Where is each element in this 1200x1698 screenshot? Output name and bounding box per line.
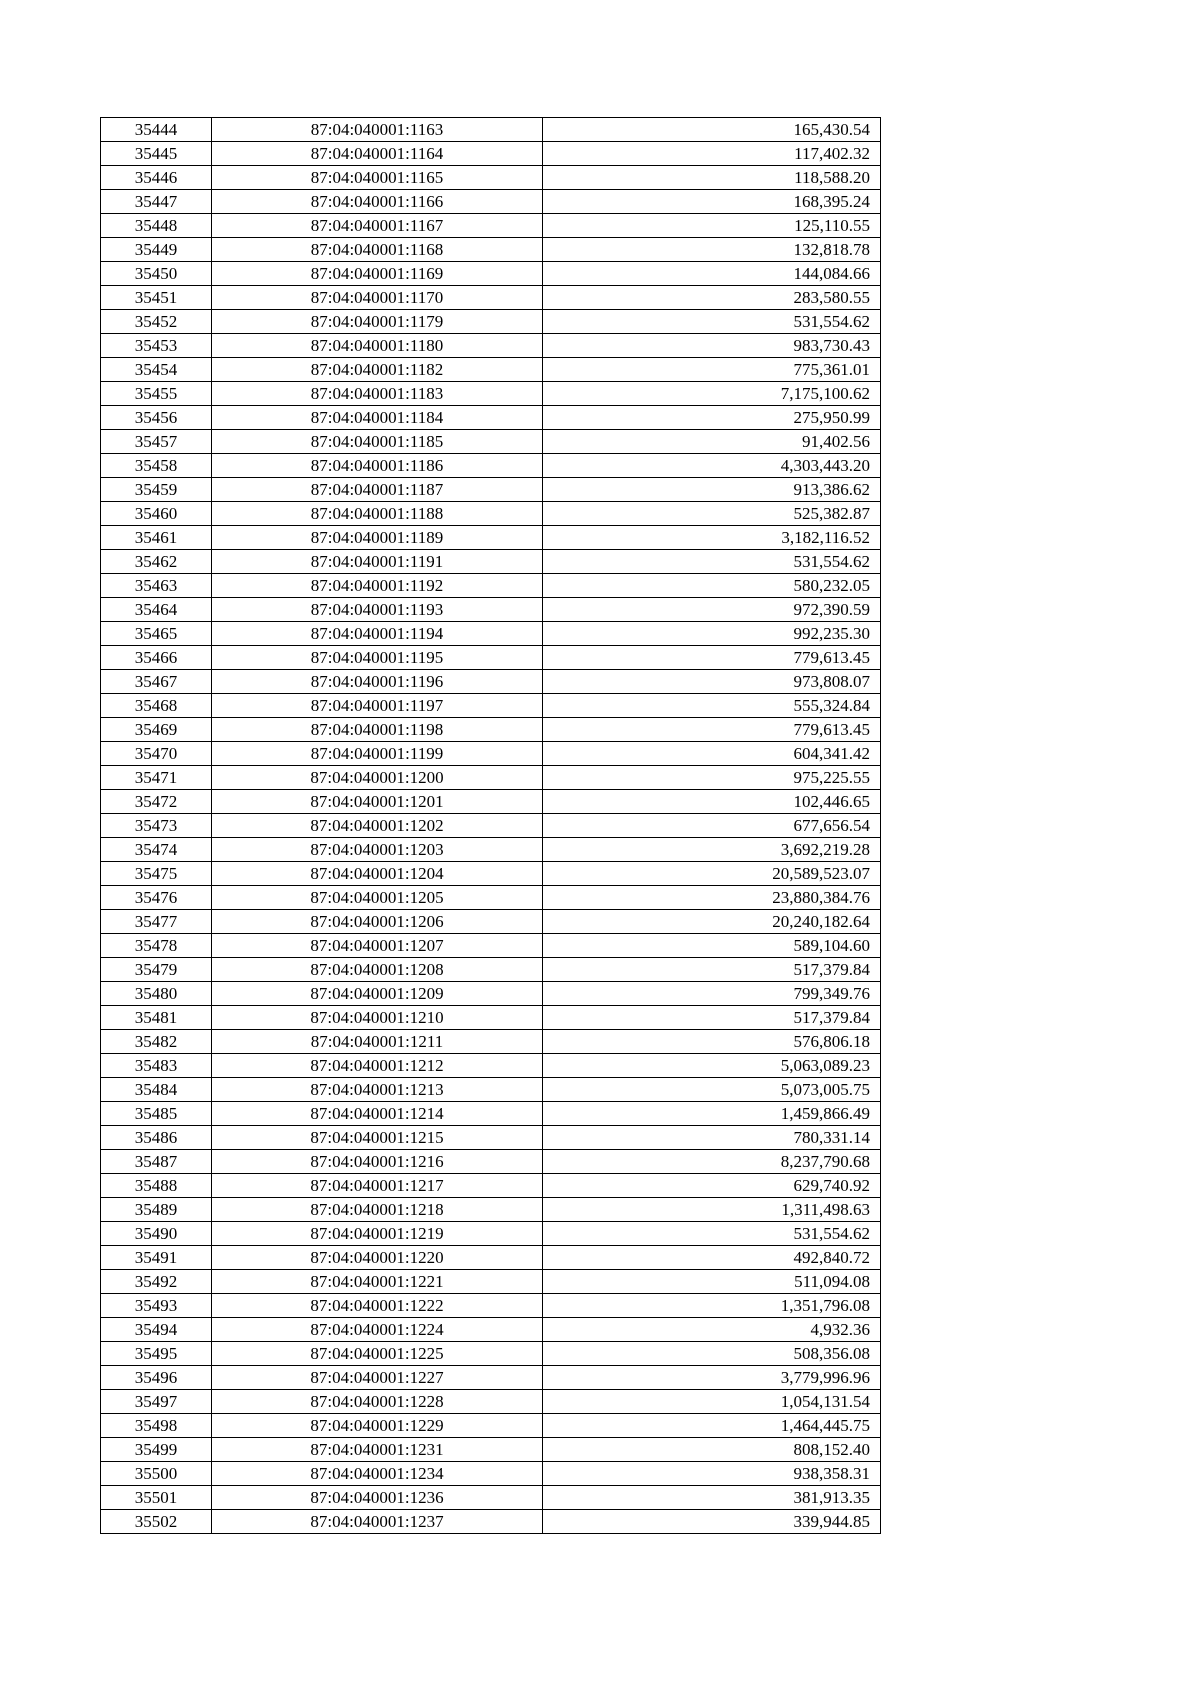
value-cell: 808,152.40 [543, 1438, 881, 1462]
table-row [101, 814, 881, 838]
value-cell: 1,054,131.54 [543, 1390, 881, 1414]
table-row [101, 310, 881, 334]
row-number-cell: 35482 [101, 1030, 212, 1054]
value-cell: 508,356.08 [543, 1342, 881, 1366]
table-row [101, 1390, 881, 1414]
cadastral-number-cell: 87:04:040001:1191 [212, 550, 543, 574]
table-row [101, 862, 881, 886]
row-number-cell: 35455 [101, 382, 212, 406]
row-number-cell: 35474 [101, 838, 212, 862]
table-row [101, 1222, 881, 1246]
cadastral-number-cell: 87:04:040001:1229 [212, 1414, 543, 1438]
value-cell: 975,225.55 [543, 766, 881, 790]
table-row [101, 1126, 881, 1150]
cadastral-number-cell: 87:04:040001:1189 [212, 526, 543, 550]
row-number-cell: 35502 [101, 1510, 212, 1534]
cadastral-number-cell: 87:04:040001:1219 [212, 1222, 543, 1246]
cadastral-number-cell: 87:04:040001:1212 [212, 1054, 543, 1078]
cadastral-number-cell: 87:04:040001:1179 [212, 310, 543, 334]
table-row [101, 598, 881, 622]
row-number-cell: 35481 [101, 1006, 212, 1030]
cadastral-number-cell: 87:04:040001:1185 [212, 430, 543, 454]
row-number-cell: 35450 [101, 262, 212, 286]
cadastral-number-cell: 87:04:040001:1214 [212, 1102, 543, 1126]
table-row [101, 1102, 881, 1126]
cadastral-number-cell: 87:04:040001:1228 [212, 1390, 543, 1414]
cadastral-number-cell: 87:04:040001:1180 [212, 334, 543, 358]
value-cell: 531,554.62 [543, 1222, 881, 1246]
value-cell: 20,240,182.64 [543, 910, 881, 934]
value-cell: 1,351,796.08 [543, 1294, 881, 1318]
value-cell: 144,084.66 [543, 262, 881, 286]
row-number-cell: 35470 [101, 742, 212, 766]
value-cell: 1,459,866.49 [543, 1102, 881, 1126]
table-row [101, 478, 881, 502]
table-row [101, 1486, 881, 1510]
value-cell: 677,656.54 [543, 814, 881, 838]
value-cell: 165,430.54 [543, 118, 881, 142]
row-number-cell: 35500 [101, 1462, 212, 1486]
row-number-cell: 35499 [101, 1438, 212, 1462]
value-cell: 580,232.05 [543, 574, 881, 598]
table-row [101, 166, 881, 190]
cadastral-number-cell: 87:04:040001:1200 [212, 766, 543, 790]
row-number-cell: 35472 [101, 790, 212, 814]
table-row [101, 262, 881, 286]
table-row [101, 382, 881, 406]
table-row [101, 1414, 881, 1438]
table-row [101, 526, 881, 550]
value-cell: 629,740.92 [543, 1174, 881, 1198]
row-number-cell: 35480 [101, 982, 212, 1006]
value-cell: 531,554.62 [543, 550, 881, 574]
cadastral-number-cell: 87:04:040001:1192 [212, 574, 543, 598]
table-row [101, 358, 881, 382]
row-number-cell: 35465 [101, 622, 212, 646]
cadastral-number-cell: 87:04:040001:1186 [212, 454, 543, 478]
table-row [101, 334, 881, 358]
row-number-cell: 35487 [101, 1150, 212, 1174]
cadastral-number-cell: 87:04:040001:1227 [212, 1366, 543, 1390]
value-cell: 511,094.08 [543, 1270, 881, 1294]
value-cell: 1,464,445.75 [543, 1414, 881, 1438]
cadastral-number-cell: 87:04:040001:1213 [212, 1078, 543, 1102]
row-number-cell: 35486 [101, 1126, 212, 1150]
table-row [101, 910, 881, 934]
row-number-cell: 35464 [101, 598, 212, 622]
row-number-cell: 35458 [101, 454, 212, 478]
cadastral-number-cell: 87:04:040001:1188 [212, 502, 543, 526]
row-number-cell: 35491 [101, 1246, 212, 1270]
row-number-cell: 35483 [101, 1054, 212, 1078]
value-cell: 992,235.30 [543, 622, 881, 646]
table-row [101, 694, 881, 718]
value-cell: 972,390.59 [543, 598, 881, 622]
table-row [101, 670, 881, 694]
row-number-cell: 35477 [101, 910, 212, 934]
row-number-cell: 35445 [101, 142, 212, 166]
value-cell: 132,818.78 [543, 238, 881, 262]
data-table [100, 117, 881, 1534]
row-number-cell: 35452 [101, 310, 212, 334]
value-cell: 23,880,384.76 [543, 886, 881, 910]
row-number-cell: 35475 [101, 862, 212, 886]
value-cell: 5,063,089.23 [543, 1054, 881, 1078]
cadastral-number-cell: 87:04:040001:1236 [212, 1486, 543, 1510]
row-number-cell: 35466 [101, 646, 212, 670]
table-body [101, 118, 881, 1534]
cadastral-number-cell: 87:04:040001:1166 [212, 190, 543, 214]
table-row [101, 286, 881, 310]
table-row [101, 1150, 881, 1174]
value-cell: 102,446.65 [543, 790, 881, 814]
cadastral-number-cell: 87:04:040001:1201 [212, 790, 543, 814]
cadastral-number-cell: 87:04:040001:1202 [212, 814, 543, 838]
row-number-cell: 35476 [101, 886, 212, 910]
table-row [101, 502, 881, 526]
table-row [101, 118, 881, 142]
table-row [101, 574, 881, 598]
cadastral-number-cell: 87:04:040001:1203 [212, 838, 543, 862]
cadastral-number-cell: 87:04:040001:1196 [212, 670, 543, 694]
table-row [101, 958, 881, 982]
cadastral-number-cell: 87:04:040001:1234 [212, 1462, 543, 1486]
table-row [101, 214, 881, 238]
table-row [101, 430, 881, 454]
cadastral-number-cell: 87:04:040001:1170 [212, 286, 543, 310]
value-cell: 780,331.14 [543, 1126, 881, 1150]
table-row [101, 1318, 881, 1342]
table-row [101, 406, 881, 430]
cadastral-number-cell: 87:04:040001:1210 [212, 1006, 543, 1030]
cadastral-number-cell: 87:04:040001:1218 [212, 1198, 543, 1222]
row-number-cell: 35468 [101, 694, 212, 718]
row-number-cell: 35484 [101, 1078, 212, 1102]
cadastral-number-cell: 87:04:040001:1231 [212, 1438, 543, 1462]
value-cell: 775,361.01 [543, 358, 881, 382]
row-number-cell: 35501 [101, 1486, 212, 1510]
table-row [101, 1510, 881, 1534]
value-cell: 168,395.24 [543, 190, 881, 214]
row-number-cell: 35497 [101, 1390, 212, 1414]
value-cell: 555,324.84 [543, 694, 881, 718]
row-number-cell: 35459 [101, 478, 212, 502]
value-cell: 3,692,219.28 [543, 838, 881, 862]
cadastral-number-cell: 87:04:040001:1224 [212, 1318, 543, 1342]
row-number-cell: 35473 [101, 814, 212, 838]
row-number-cell: 35495 [101, 1342, 212, 1366]
cadastral-number-cell: 87:04:040001:1225 [212, 1342, 543, 1366]
row-number-cell: 35488 [101, 1174, 212, 1198]
table-row [101, 718, 881, 742]
cadastral-number-cell: 87:04:040001:1222 [212, 1294, 543, 1318]
table-row [101, 1270, 881, 1294]
value-cell: 973,808.07 [543, 670, 881, 694]
table-row [101, 1246, 881, 1270]
row-number-cell: 35492 [101, 1270, 212, 1294]
value-cell: 125,110.55 [543, 214, 881, 238]
table-row [101, 1438, 881, 1462]
cadastral-number-cell: 87:04:040001:1164 [212, 142, 543, 166]
row-number-cell: 35493 [101, 1294, 212, 1318]
row-number-cell: 35485 [101, 1102, 212, 1126]
cadastral-number-cell: 87:04:040001:1195 [212, 646, 543, 670]
cadastral-number-cell: 87:04:040001:1221 [212, 1270, 543, 1294]
row-number-cell: 35461 [101, 526, 212, 550]
cadastral-number-cell: 87:04:040001:1208 [212, 958, 543, 982]
value-cell: 4,932.36 [543, 1318, 881, 1342]
table-row [101, 742, 881, 766]
table-row [101, 766, 881, 790]
cadastral-number-cell: 87:04:040001:1165 [212, 166, 543, 190]
value-cell: 531,554.62 [543, 310, 881, 334]
table-row [101, 1174, 881, 1198]
row-number-cell: 35444 [101, 118, 212, 142]
value-cell: 283,580.55 [543, 286, 881, 310]
cadastral-number-cell: 87:04:040001:1217 [212, 1174, 543, 1198]
table-row [101, 838, 881, 862]
value-cell: 118,588.20 [543, 166, 881, 190]
cadastral-number-cell: 87:04:040001:1216 [212, 1150, 543, 1174]
table-row [101, 454, 881, 478]
cadastral-number-cell: 87:04:040001:1168 [212, 238, 543, 262]
value-cell: 381,913.35 [543, 1486, 881, 1510]
row-number-cell: 35456 [101, 406, 212, 430]
value-cell: 339,944.85 [543, 1510, 881, 1534]
table-row [101, 886, 881, 910]
table-row [101, 238, 881, 262]
row-number-cell: 35479 [101, 958, 212, 982]
cadastral-number-cell: 87:04:040001:1205 [212, 886, 543, 910]
cadastral-number-cell: 87:04:040001:1220 [212, 1246, 543, 1270]
row-number-cell: 35462 [101, 550, 212, 574]
row-number-cell: 35451 [101, 286, 212, 310]
value-cell: 275,950.99 [543, 406, 881, 430]
table-row [101, 646, 881, 670]
cadastral-number-cell: 87:04:040001:1211 [212, 1030, 543, 1054]
value-cell: 589,104.60 [543, 934, 881, 958]
cadastral-number-cell: 87:04:040001:1167 [212, 214, 543, 238]
cadastral-number-cell: 87:04:040001:1198 [212, 718, 543, 742]
row-number-cell: 35478 [101, 934, 212, 958]
cadastral-number-cell: 87:04:040001:1169 [212, 262, 543, 286]
row-number-cell: 35460 [101, 502, 212, 526]
cadastral-number-cell: 87:04:040001:1206 [212, 910, 543, 934]
value-cell: 8,237,790.68 [543, 1150, 881, 1174]
row-number-cell: 35469 [101, 718, 212, 742]
value-cell: 525,382.87 [543, 502, 881, 526]
table-row [101, 622, 881, 646]
row-number-cell: 35453 [101, 334, 212, 358]
value-cell: 799,349.76 [543, 982, 881, 1006]
row-number-cell: 35457 [101, 430, 212, 454]
value-cell: 779,613.45 [543, 646, 881, 670]
cadastral-number-cell: 87:04:040001:1163 [212, 118, 543, 142]
cadastral-number-cell: 87:04:040001:1182 [212, 358, 543, 382]
value-cell: 3,779,996.96 [543, 1366, 881, 1390]
row-number-cell: 35447 [101, 190, 212, 214]
value-cell: 117,402.32 [543, 142, 881, 166]
cadastral-number-cell: 87:04:040001:1183 [212, 382, 543, 406]
table-row [101, 550, 881, 574]
cadastral-number-cell: 87:04:040001:1187 [212, 478, 543, 502]
value-cell: 517,379.84 [543, 958, 881, 982]
table-row [101, 1366, 881, 1390]
row-number-cell: 35496 [101, 1366, 212, 1390]
cadastral-number-cell: 87:04:040001:1215 [212, 1126, 543, 1150]
value-cell: 983,730.43 [543, 334, 881, 358]
table-row [101, 1342, 881, 1366]
table-row [101, 1198, 881, 1222]
table-row [101, 790, 881, 814]
cadastral-number-cell: 87:04:040001:1209 [212, 982, 543, 1006]
cadastral-number-cell: 87:04:040001:1199 [212, 742, 543, 766]
cadastral-number-cell: 87:04:040001:1193 [212, 598, 543, 622]
value-cell: 91,402.56 [543, 430, 881, 454]
row-number-cell: 35467 [101, 670, 212, 694]
value-cell: 913,386.62 [543, 478, 881, 502]
value-cell: 779,613.45 [543, 718, 881, 742]
row-number-cell: 35463 [101, 574, 212, 598]
cadastral-number-cell: 87:04:040001:1197 [212, 694, 543, 718]
table-row [101, 142, 881, 166]
row-number-cell: 35498 [101, 1414, 212, 1438]
table-row [101, 1294, 881, 1318]
cadastral-number-cell: 87:04:040001:1194 [212, 622, 543, 646]
table-row [101, 1054, 881, 1078]
table-row [101, 1006, 881, 1030]
row-number-cell: 35490 [101, 1222, 212, 1246]
table-row [101, 982, 881, 1006]
value-cell: 20,589,523.07 [543, 862, 881, 886]
value-cell: 604,341.42 [543, 742, 881, 766]
row-number-cell: 35494 [101, 1318, 212, 1342]
table-row [101, 190, 881, 214]
table-row [101, 1462, 881, 1486]
table-row [101, 934, 881, 958]
value-cell: 517,379.84 [543, 1006, 881, 1030]
cadastral-number-cell: 87:04:040001:1207 [212, 934, 543, 958]
row-number-cell: 35446 [101, 166, 212, 190]
value-cell: 576,806.18 [543, 1030, 881, 1054]
cadastral-number-cell: 87:04:040001:1237 [212, 1510, 543, 1534]
table-row [101, 1030, 881, 1054]
value-cell: 4,303,443.20 [543, 454, 881, 478]
table-row [101, 1078, 881, 1102]
row-number-cell: 35489 [101, 1198, 212, 1222]
value-cell: 7,175,100.62 [543, 382, 881, 406]
row-number-cell: 35471 [101, 766, 212, 790]
cadastral-number-cell: 87:04:040001:1184 [212, 406, 543, 430]
row-number-cell: 35449 [101, 238, 212, 262]
value-cell: 492,840.72 [543, 1246, 881, 1270]
row-number-cell: 35454 [101, 358, 212, 382]
value-cell: 938,358.31 [543, 1462, 881, 1486]
row-number-cell: 35448 [101, 214, 212, 238]
value-cell: 3,182,116.52 [543, 526, 881, 550]
value-cell: 5,073,005.75 [543, 1078, 881, 1102]
value-cell: 1,311,498.63 [543, 1198, 881, 1222]
cadastral-number-cell: 87:04:040001:1204 [212, 862, 543, 886]
